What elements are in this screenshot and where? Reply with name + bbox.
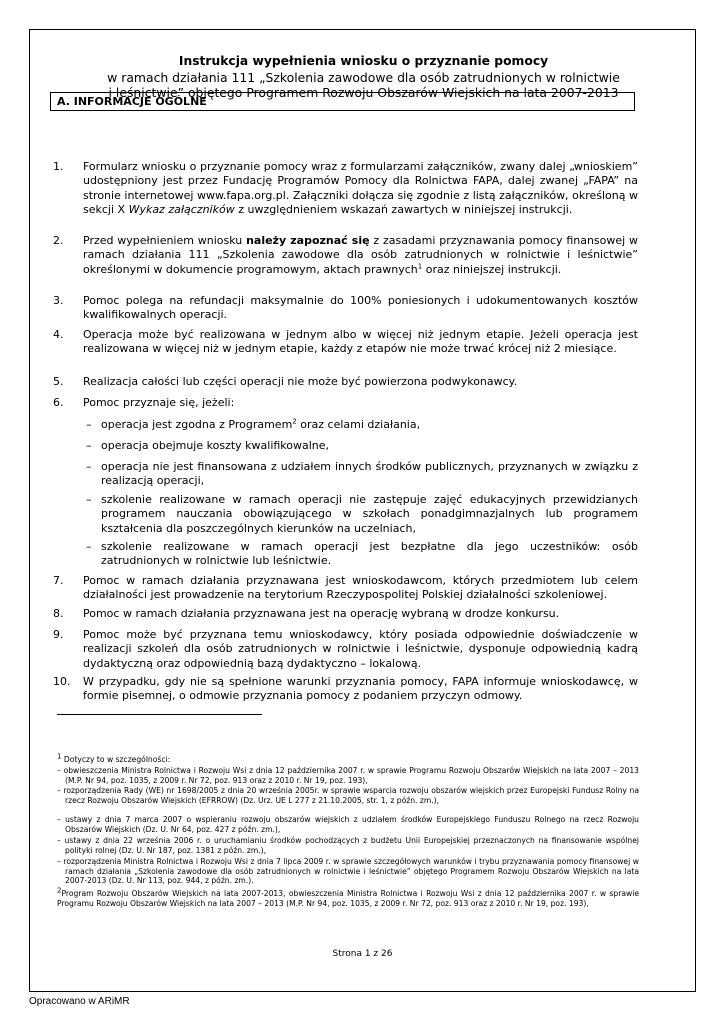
footnote-1-intro: $^1$ Dotyczy to w szczególności: bbox=[57, 752, 171, 764]
condition-item-2: – operacja obejmuje koszty kwalifikowalne, bbox=[86, 439, 330, 452]
condition-item-5: – szkolenie realizowane w ramach operacji jest bezpłatne dla jego uczestników: osób zatrudnionych w rolnictwie lub leśnictwie. bbox=[86, 540, 638, 568]
list-item-1: 1. Formularz wniosku o przyznanie pomocy wraz z formularzami załączników, zwany dalej „wnioskiem” udostępniony jest przez Fundację Programów Pomocy dla Rolnictwa FAPA, dalej zwanej „FAPA” na stronie internetowej www.fapa.org.pl. Załączniki dołącza się zgodnie z listą załączników, określoną w sekcji X Wykaz załączników z uwzględnieniem wskazań zawartych w niniejszej instrukcji. bbox=[53, 160, 638, 217]
list-number: 3. bbox=[53, 294, 64, 307]
condition-item-1: – operacja jest zgodna z Programem$^2$ oraz celami działania, bbox=[86, 417, 421, 431]
list-number: 10. bbox=[53, 675, 71, 688]
dash-bullet: – bbox=[86, 439, 92, 452]
list-item-5: 5. Realizacja całości lub części operacji nie może być powierzona podwykonawcy. bbox=[53, 375, 518, 388]
footnote-mark-1: 1 bbox=[57, 752, 62, 761]
dash-bullet: – bbox=[86, 418, 92, 431]
footnote-ref-1[interactable]: 1 bbox=[417, 262, 423, 271]
list-item-2: 2. Przed wypełnieniem wniosku należy zapoznać się z zasadami przyznawania pomocy finansowej w ramach działania 111 „Szkolenia zawodowe dla osób zatrudnionych w rolnictwie i leśnictwie” określonymi w dokumencie programowym, aktach prawnych$^1$ oraz niniejszej instrukcji. bbox=[53, 234, 639, 276]
list-item-9: 9. Pomoc może być przyznana temu wnioskodawcy, który posiada odpowiednie doświadczenie w realizacji szkoleń dla osób zatrudnionych w rolnictwie i leśnictwie, dysponuje odpowiednią kadrą dydaktyczną oraz odpowiednią bazą dydaktyczno – lokalową. bbox=[53, 628, 638, 670]
page-footer-area bbox=[29, 29, 696, 992]
footnote-1-item-1: – obwieszczenia Ministra Rolnictwa i Rozwoju Wsi z dnia 12 października 2007 r. w sprawie Programu Rozwoju Obszarów Wiejskich na lata 2007 – 2013 (M.P. Nr 94, poz. 1035, z 2009 r. Nr 72, poz. 913 oraz z 2010 r. Nr 19, poz. 193), bbox=[57, 766, 639, 785]
list-item-8: 8. Pomoc w ramach działania przyznawana jest na operację wybraną w drodze konkursu. bbox=[53, 607, 560, 620]
list-item-4: 4. Operacja może być realizowana w jednym albo w więcej niż jednym etapie. Jeżeli operacja jest realizowana w więcej niż w jednym etapie, każdy z etapów nie może trwać krócej niż 2 miesiące. bbox=[53, 328, 638, 356]
list-number: 7. bbox=[53, 574, 64, 587]
condition-item-4: – szkolenie realizowane w ramach operacji nie zastępuje zajęć edukacyjnych przewidzianych programem nauczania obowiązującego w szkołach ponadgimnazjalnych lub programem kształcenia dla poszczególnych kierunków na uczelniach, bbox=[86, 493, 638, 535]
list-number: 4. bbox=[53, 328, 64, 341]
footnote-1-item-5: – rozporządzenia Ministra Rolnictwa i Rozwoju Wsi z dnia 7 lipca 2009 r. w sprawie szczegółowych warunków i trybu przyznawania pomocy finansowej w ramach działania „Szkolenia zawodowe dla osób zatrudnionych w rolnictwie i leśnictwie” objętego Programem Rozwoju Obszarów Wiejskich na lata 2007-2013 (Dz. U. Nr 113, poz. 944, z późn. zm.). bbox=[57, 857, 639, 886]
footnote-ref-2[interactable]: 2 bbox=[292, 417, 297, 426]
condition-item-3: – operacja nie jest finansowana z udziałem innych środków publicznych, przyznanych w związku z realizacją operacji, bbox=[86, 460, 638, 488]
dash-bullet: – bbox=[86, 460, 92, 473]
document-title: Instrukcja wypełnienia wniosku o przyznanie pomocy bbox=[178, 54, 549, 68]
dash-bullet: – bbox=[86, 540, 92, 553]
list-number: 6. bbox=[53, 396, 64, 409]
list-item-3: 3. Pomoc polega na refundacji maksymalnie do 100% poniesionych i udokumentowanych kosztów kwalifikowalnych operacji. bbox=[53, 294, 638, 322]
subtitle-line-2: i leśnictwie” objętego Programem Rozwoju Obszarów Wiejskich na lata 2007-2013 bbox=[108, 85, 619, 100]
footnote-1-item-4: – ustawy z dnia 22 września 2006 r. o uruchamianiu środków pochodzących z budżetu Unii Europejskiej przeznaczonych na finansowanie wspólnej polityki rolnej (Dz. U. Nr 187, poz. 1381 z późn. zm.), bbox=[57, 836, 639, 855]
prepared-by-note: Opracowano w ARiMR bbox=[29, 996, 130, 1007]
list-number: 1. bbox=[53, 160, 64, 173]
list-number: 5. bbox=[53, 375, 64, 388]
section-a-header: A. INFORMACJE OGÓLNE bbox=[50, 92, 635, 111]
page-number: Strona 1 z 26 bbox=[332, 949, 393, 959]
footnote-mark-2: 2 bbox=[57, 886, 62, 895]
list-number: 8. bbox=[53, 607, 64, 620]
dash-bullet: – bbox=[86, 493, 92, 506]
list-item-7: 7. Pomoc w ramach działania przyznawana jest wnioskodawcom, których przedmiotem lub celem działalności jest prowadzenie na terytorium Rzeczypospolitej Polskiej działalności szkoleniowej. bbox=[53, 574, 638, 602]
footnote-2: $^2$Program Rozwoju Obszarów Wiejskich na lata 2007-2013, obwieszczenia Ministra Rolnictwa i Rozwoju Wsi z dnia 12 października 2007 r. w sprawie Programu Rozwoju Obszarów Wiejskich na lata 2007 – 2013 (M.P. Nr 94, poz. 1035, z 2009 r. Nr 72, poz. 913 oraz z 2010 r. Nr 19, poz. 193), bbox=[57, 886, 639, 908]
list-item-10: 10. W przypadku, gdy nie są spełnione warunki przyznania pomocy, FAPA informuje wnioskodawcę, w formie pisemnej, o odmowie przyznania pomocy z podaniem przyczyn odmowy. bbox=[53, 675, 638, 703]
list-number: 9. bbox=[53, 628, 64, 641]
footnote-1-item-2: – rozporządzenia Rady (WE) nr 1698/2005 z dnia 20 września 2005r. w sprawie wsparcia rozwoju obszarów wiejskich przez Europejski Fundusz Rolny na rzecz Rozwoju Obszarów Wiejskich (EFRROW) (Dz. Urz. UE L 277 z 21.10.2005, str. 1, z późn. zm.), bbox=[57, 786, 639, 805]
list-item-6: 6. Pomoc przyznaje się, jeżeli: bbox=[53, 396, 235, 409]
list-number: 2. bbox=[53, 234, 64, 247]
footnote-1-item-3: – ustawy z dnia 7 marca 2007 o wspieraniu rozwoju obszarów wiejskich z udziałem środków Europejskiego Funduszu Rolnego na rzecz Rozwoju Obszarów Wiejskich (Dz. U. Nr 64, poz. 427 z późn. zm.), bbox=[57, 815, 639, 834]
subtitle-line-1: w ramach działania 111 „Szkolenia zawodowe dla osób zatrudnionych w rolnictwie bbox=[107, 70, 620, 85]
